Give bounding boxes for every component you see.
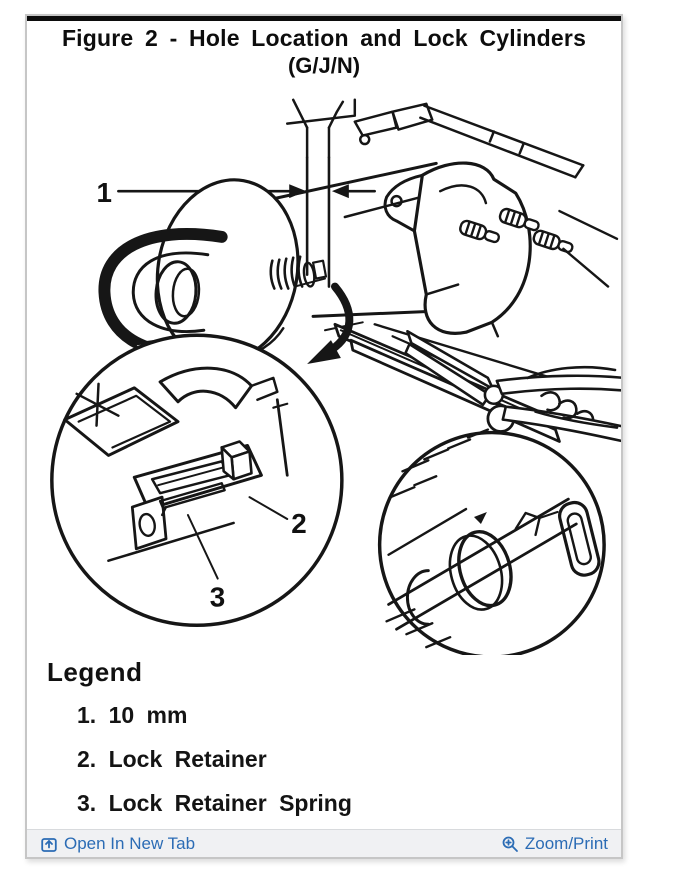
- figure-subtitle: (G/J/N): [287, 53, 361, 78]
- legend-item-3: 3. Lock Retainer Spring: [77, 790, 352, 816]
- figure-viewer: [25, 14, 623, 859]
- legend-item-1: 1. 10 mm: [77, 702, 188, 728]
- callout-3-label: 3: [209, 581, 226, 613]
- open-in-new-tab-link[interactable]: [40, 830, 195, 857]
- callout-2-label: 2: [291, 507, 307, 539]
- callout-1-label: 1: [96, 177, 113, 209]
- footer-bar: [27, 829, 621, 857]
- open-in-new-tab-label: Open In New Tab: [64, 834, 196, 853]
- legend-item-2: 2. Lock Retainer: [77, 746, 267, 772]
- figure-title: Figure 2 - Hole Location and Lock Cylinders: [61, 25, 587, 51]
- zoom-print-link[interactable]: [501, 830, 608, 857]
- curved-arrow: [307, 287, 349, 364]
- mounting-bracket: [385, 163, 530, 336]
- legend-heading: Legend: [47, 657, 143, 687]
- legend: [27, 657, 621, 825]
- lock-retainer-block: [222, 441, 252, 479]
- external-link-icon: [40, 835, 58, 853]
- zoom-print-label: Zoom/Print: [524, 834, 608, 853]
- detail-circle-lock-retainer: [52, 335, 342, 625]
- magnifier-plus-icon: [501, 835, 519, 853]
- technical-diagram: [27, 79, 621, 655]
- detail-circle-hole-location: [380, 430, 604, 655]
- figure-top-rule: [27, 16, 621, 21]
- column-top-frame: [287, 100, 583, 177]
